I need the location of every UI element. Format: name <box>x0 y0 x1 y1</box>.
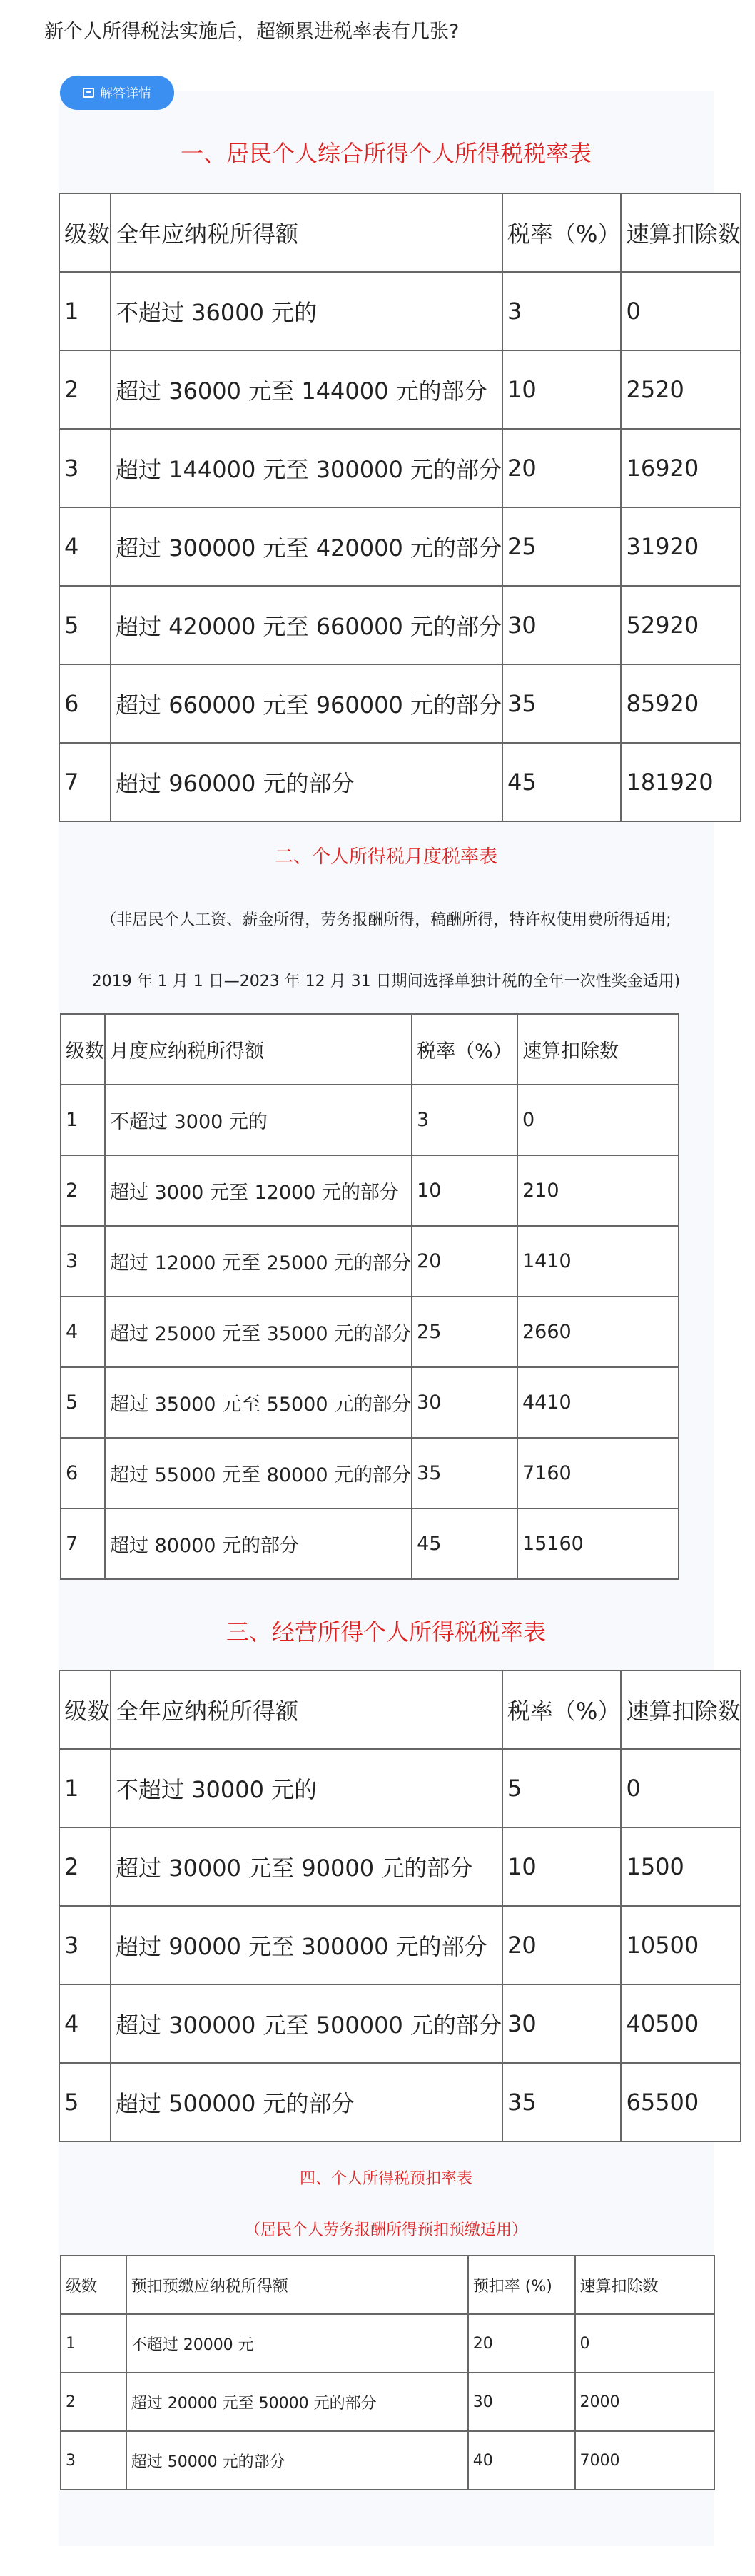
cell-taxable-income: 超过 500000 元的部分 <box>111 2063 502 2141</box>
cell-level: 4 <box>59 1984 111 2063</box>
table2-title: 二、个人所得税月度税率表 <box>274 846 497 868</box>
table4-title: 四、个人所得税预扣率表 <box>299 2170 472 2188</box>
cell-level: 7 <box>59 743 111 821</box>
cell-taxable-income: 超过 50000 元的部分 <box>126 2431 468 2490</box>
cell-taxable-income: 超过 36000 元至 144000 元的部分 <box>111 350 502 429</box>
cell-rate: 45 <box>412 1508 517 1579</box>
cell-quick-deduction: 2000 <box>575 2373 714 2431</box>
table-row <box>61 1085 679 1155</box>
cell-quick-deduction: 40500 <box>621 1984 741 2063</box>
table-row <box>59 1827 741 1906</box>
cell-rate: 30 <box>468 2373 575 2431</box>
cell-rate: 25 <box>412 1297 517 1367</box>
cell-taxable-income: 不超过 20000 元 <box>126 2314 468 2373</box>
cell-taxable-income: 超过 144000 元至 300000 元的部分 <box>111 429 502 507</box>
header-taxable-income: 全年应纳税所得额 <box>111 1670 502 1749</box>
cell-quick-deduction: 0 <box>575 2314 714 2373</box>
cell-quick-deduction: 0 <box>517 1085 679 1155</box>
cell-level: 7 <box>61 1508 105 1579</box>
cell-level: 4 <box>59 507 111 586</box>
table1-title: 一、居民个人综合所得个人所得税税率表 <box>180 140 592 167</box>
table-row <box>59 2063 741 2141</box>
answer-detail-label: 解答详情 <box>100 86 151 101</box>
cell-rate: 45 <box>502 743 621 821</box>
table-row <box>59 586 741 664</box>
cell-level: 1 <box>59 1749 111 1827</box>
cell-taxable-income: 超过 30000 元至 90000 元的部分 <box>111 1827 502 1906</box>
cell-level: 2 <box>61 2373 126 2431</box>
header-level: 级数 <box>59 193 111 272</box>
table-row <box>61 1438 679 1508</box>
cell-quick-deduction: 52920 <box>621 586 741 664</box>
table-row <box>59 272 741 350</box>
cell-rate: 35 <box>412 1438 517 1508</box>
cell-level: 2 <box>61 1155 105 1226</box>
header-taxable-income: 全年应纳税所得额 <box>111 193 502 272</box>
cell-rate: 10 <box>502 350 621 429</box>
cell-taxable-income: 超过 25000 元至 35000 元的部分 <box>105 1297 412 1367</box>
header-level: 级数 <box>61 1014 105 1085</box>
cell-level: 5 <box>59 2063 111 2141</box>
cell-quick-deduction: 7160 <box>517 1438 679 1508</box>
table-header-row <box>61 2256 714 2314</box>
header-rate: 预扣率 (%) <box>468 2256 575 2314</box>
table-row <box>61 2314 714 2373</box>
header-taxable-income: 月度应纳税所得额 <box>105 1014 412 1085</box>
cell-taxable-income: 超过 300000 元至 420000 元的部分 <box>111 507 502 586</box>
table-row <box>61 2373 714 2431</box>
comment-icon <box>83 88 94 98</box>
cell-taxable-income: 超过 90000 元至 300000 元的部分 <box>111 1906 502 1984</box>
cell-rate: 40 <box>468 2431 575 2490</box>
table3-title: 三、经营所得个人所得税税率表 <box>226 1618 546 1646</box>
cell-rate: 20 <box>468 2314 575 2373</box>
cell-level: 3 <box>59 429 111 507</box>
cell-quick-deduction: 31920 <box>621 507 741 586</box>
cell-quick-deduction: 1500 <box>621 1827 741 1906</box>
header-taxable-income: 预扣预缴应纳税所得额 <box>126 2256 468 2314</box>
table-row <box>61 1155 679 1226</box>
table-row <box>61 2431 714 2490</box>
cell-quick-deduction: 15160 <box>517 1508 679 1579</box>
table4-note: （居民个人劳务报酬所得预扣预缴适用） <box>244 2221 527 2239</box>
cell-rate: 3 <box>502 272 621 350</box>
cell-rate: 20 <box>412 1226 517 1297</box>
header-rate: 税率（%） <box>412 1014 517 1085</box>
cell-level: 6 <box>61 1438 105 1508</box>
table-row <box>59 1749 741 1827</box>
header-quick-deduction: 速算扣除数 <box>621 193 741 272</box>
cell-taxable-income: 超过 35000 元至 55000 元的部分 <box>105 1367 412 1438</box>
cell-quick-deduction: 65500 <box>621 2063 741 2141</box>
cell-taxable-income: 超过 300000 元至 500000 元的部分 <box>111 1984 502 2063</box>
cell-rate: 25 <box>502 507 621 586</box>
header-level: 级数 <box>59 1670 111 1749</box>
question-title: 新个人所得税法实施后，超额累进税率表有几张? <box>44 21 460 43</box>
cell-level: 1 <box>59 272 111 350</box>
table-header-row <box>59 193 741 272</box>
cell-taxable-income: 超过 660000 元至 960000 元的部分 <box>111 664 502 743</box>
table-row <box>61 1508 679 1579</box>
cell-taxable-income: 超过 20000 元至 50000 元的部分 <box>126 2373 468 2431</box>
cell-level: 4 <box>61 1297 105 1367</box>
table-row <box>61 1226 679 1297</box>
table-header-row <box>61 1014 679 1085</box>
cell-taxable-income: 超过 960000 元的部分 <box>111 743 502 821</box>
table-row <box>61 1367 679 1438</box>
table-row <box>59 664 741 743</box>
header-quick-deduction: 速算扣除数 <box>517 1014 679 1085</box>
table-row <box>59 1984 741 2063</box>
cell-taxable-income: 超过 55000 元至 80000 元的部分 <box>105 1438 412 1508</box>
answer-detail-button[interactable] <box>60 76 174 110</box>
cell-quick-deduction: 210 <box>517 1155 679 1226</box>
table-header-row <box>59 1670 741 1749</box>
tax-table-4 <box>60 2255 715 2490</box>
table-row <box>59 507 741 586</box>
tax-table-2 <box>60 1013 679 1580</box>
cell-rate: 10 <box>412 1155 517 1226</box>
cell-taxable-income: 超过 80000 元的部分 <box>105 1508 412 1579</box>
header-quick-deduction: 速算扣除数 <box>621 1670 741 1749</box>
cell-quick-deduction: 0 <box>621 1749 741 1827</box>
cell-quick-deduction: 4410 <box>517 1367 679 1438</box>
cell-level: 1 <box>61 2314 126 2373</box>
cell-taxable-income: 不超过 3000 元的 <box>105 1085 412 1155</box>
cell-rate: 30 <box>502 586 621 664</box>
table-row <box>59 350 741 429</box>
table2-note-1: （非居民个人工资、薪金所得，劳务报酬所得，稿酬所得，特许权使用费所得适用; <box>101 911 672 929</box>
cell-quick-deduction: 16920 <box>621 429 741 507</box>
cell-quick-deduction: 7000 <box>575 2431 714 2490</box>
cell-rate: 35 <box>502 664 621 743</box>
header-level: 级数 <box>61 2256 126 2314</box>
cell-level: 3 <box>61 2431 126 2490</box>
cell-rate: 10 <box>502 1827 621 1906</box>
cell-quick-deduction: 2660 <box>517 1297 679 1367</box>
cell-level: 1 <box>61 1085 105 1155</box>
cell-level: 6 <box>59 664 111 743</box>
header-rate: 税率（%） <box>502 1670 621 1749</box>
cell-quick-deduction: 0 <box>621 272 741 350</box>
cell-rate: 5 <box>502 1749 621 1827</box>
cell-quick-deduction: 1410 <box>517 1226 679 1297</box>
cell-rate: 3 <box>412 1085 517 1155</box>
cell-quick-deduction: 85920 <box>621 664 741 743</box>
cell-quick-deduction: 181920 <box>621 743 741 821</box>
cell-level: 2 <box>59 1827 111 1906</box>
cell-rate: 20 <box>502 429 621 507</box>
cell-quick-deduction: 10500 <box>621 1906 741 1984</box>
tax-table-3 <box>59 1670 741 2142</box>
table-row <box>59 1906 741 1984</box>
table2-note-2: 2019 年 1 月 1 日—2023 年 12 月 31 日期间选择单独计税的全年一次性奖金适用) <box>91 973 681 990</box>
cell-level: 5 <box>59 586 111 664</box>
table-row <box>59 743 741 821</box>
cell-rate: 35 <box>502 2063 621 2141</box>
tax-table-1 <box>59 193 741 822</box>
cell-level: 3 <box>61 1226 105 1297</box>
cell-taxable-income: 不超过 30000 元的 <box>111 1749 502 1827</box>
cell-quick-deduction: 2520 <box>621 350 741 429</box>
cell-taxable-income: 超过 12000 元至 25000 元的部分 <box>105 1226 412 1297</box>
cell-level: 3 <box>59 1906 111 1984</box>
header-quick-deduction: 速算扣除数 <box>575 2256 714 2314</box>
cell-rate: 30 <box>502 1984 621 2063</box>
cell-rate: 20 <box>502 1906 621 1984</box>
table-row <box>61 1297 679 1367</box>
header-rate: 税率（%） <box>502 193 621 272</box>
cell-taxable-income: 不超过 36000 元的 <box>111 272 502 350</box>
table-row <box>59 429 741 507</box>
cell-taxable-income: 超过 3000 元至 12000 元的部分 <box>105 1155 412 1226</box>
cell-rate: 30 <box>412 1367 517 1438</box>
cell-taxable-income: 超过 420000 元至 660000 元的部分 <box>111 586 502 664</box>
cell-level: 5 <box>61 1367 105 1438</box>
cell-level: 2 <box>59 350 111 429</box>
